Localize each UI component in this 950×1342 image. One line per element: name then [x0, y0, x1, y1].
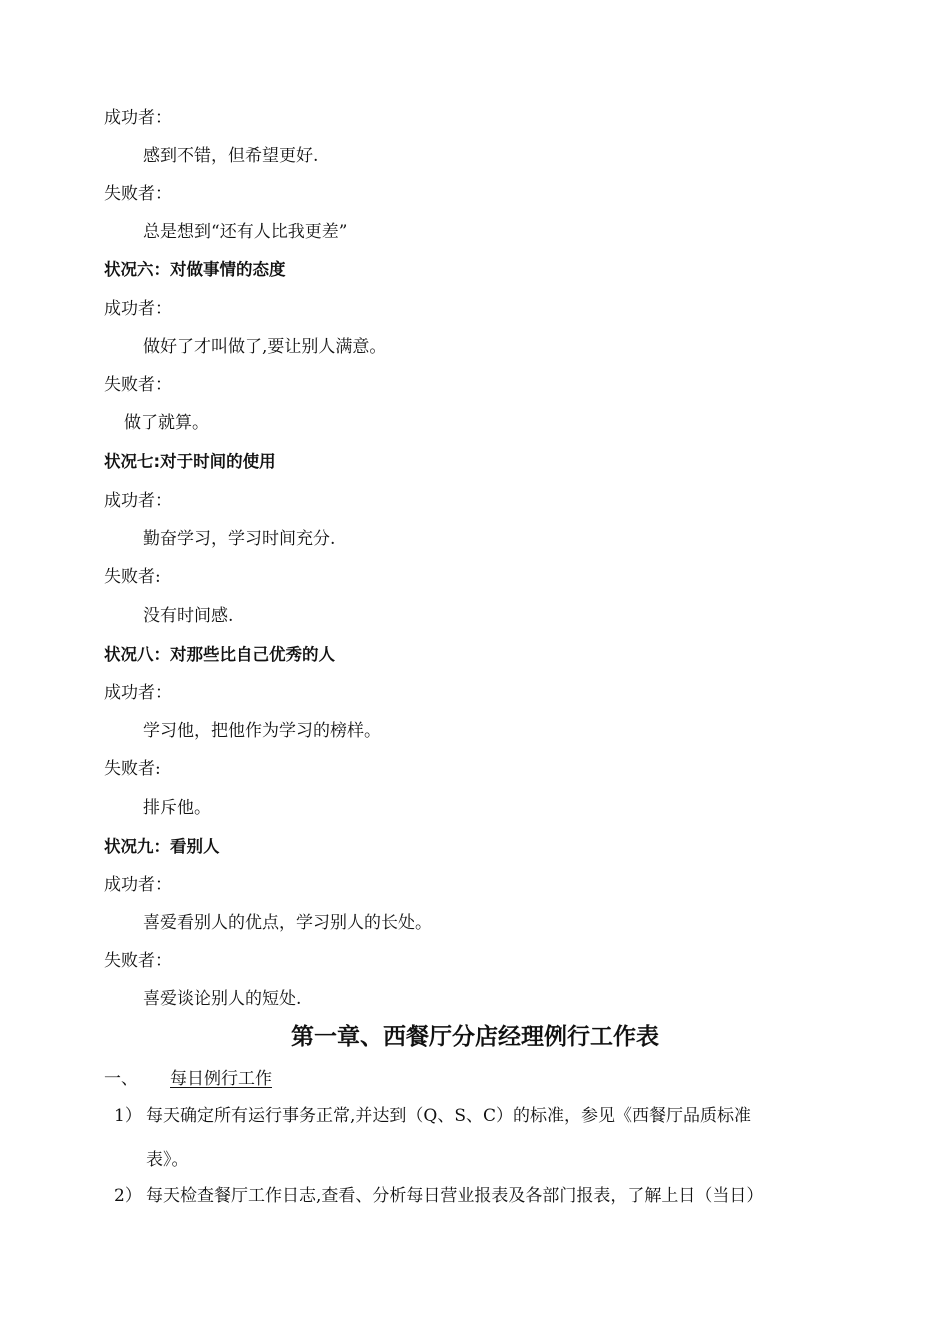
failure-label: 失败者: — [104, 759, 161, 779]
failure-text: 喜爱谈论别人的短处. — [143, 989, 302, 1009]
failure-label: 失败者： — [104, 951, 172, 971]
success-label: 成功者： — [104, 875, 172, 895]
failure-label: 失败者： — [104, 184, 172, 204]
failure-text: 没有时间感. — [143, 606, 234, 626]
success-label: 成功者： — [104, 491, 172, 511]
success-text: 勤奋学习，学习时间充分. — [143, 529, 336, 549]
situation-7-heading: 状况七:对于时间的使用 — [104, 452, 276, 471]
success-label: 成功者： — [104, 299, 172, 319]
list-item-text: 每天确定所有运行事务正常,并达到（Q、S、C）的标准，参见《西餐厅品质标准 — [146, 1106, 751, 1126]
section-title: 每日例行工作 — [170, 1069, 272, 1089]
list-item-continuation: 表》。 — [146, 1150, 189, 1170]
failure-text: 排斥他。 — [143, 798, 211, 818]
success-text: 做好了才叫做了,要让别人满意。 — [143, 337, 387, 357]
situation-8-heading: 状况八：对那些比自己优秀的人 — [104, 645, 335, 664]
list-item-text: 每天检查餐厅工作日志,查看、分析每日营业报表及各部门报表，了解上日（当日） — [146, 1186, 764, 1206]
success-text: 感到不错，但希望更好. — [143, 146, 319, 166]
situation-6-heading: 状况六：对做事情的态度 — [104, 260, 286, 279]
success-text: 喜爱看别人的优点，学习别人的长处。 — [143, 913, 432, 933]
list-item-number: 1） — [114, 1106, 142, 1126]
success-label: 成功者： — [104, 683, 172, 703]
failure-label: 失败者： — [104, 375, 172, 395]
success-label: 成功者： — [104, 108, 172, 128]
section-number: 一、 — [104, 1069, 138, 1089]
list-item-number: 2） — [114, 1186, 142, 1206]
success-text: 学习他，把他作为学习的榜样。 — [143, 721, 381, 741]
failure-label: 失败者: — [104, 567, 161, 587]
failure-text: 总是想到“还有人比我更差” — [143, 222, 348, 242]
situation-9-heading: 状况九：看别人 — [104, 837, 220, 856]
failure-text: 做了就算。 — [124, 413, 209, 433]
chapter-title: 第一章、西餐厅分店经理例行工作表 — [291, 1024, 659, 1050]
